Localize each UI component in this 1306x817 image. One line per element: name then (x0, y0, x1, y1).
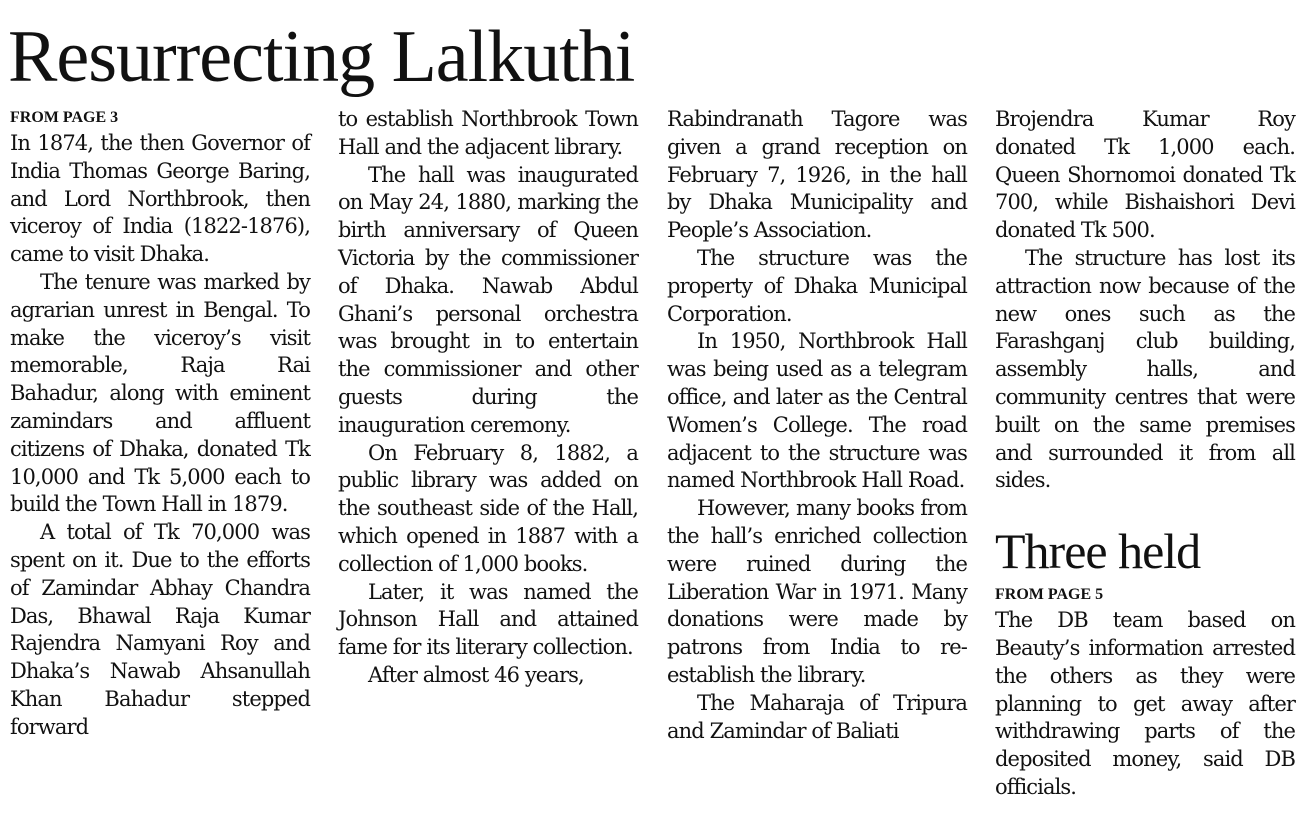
paragraph: In 1874, the then Governor of India Thomas George Baring, and Lord Northbrook, then viceroy of India (1822-1876), came to visit Dhaka. (10, 131, 310, 267)
column-4 (995, 106, 1295, 802)
paragraph-text-part-1: A total of Tk 70,000 was spent on it. Due to the efforts of Zamindar Abhay Chandra Das, Bhawal Raja Kumar Rajendra Namyani Roy and Dhaka’s Nawab Ahsanullah Khan Bahadur stepped forward (10, 520, 310, 739)
paragraph: The structure was the property of Dhaka Municipal Corporation. (667, 245, 967, 326)
paragraph: The hall was inaugurated on May 24, 1880, marking the birth anniversary of Queen Victoria by the commissioner of Dhaka. Nawab Abdul Ghani’s personal orchestra was brought in to entertain the commissioner and other guests during the inauguration ceremony. (338, 162, 638, 437)
headline-resurrecting-lalkuthi: Resurrecting Lalkuthi (8, 16, 635, 98)
paragraph-text-part-2: Brojendra Kumar Roy donated Tk 1,000 each. Queen Shornomoi donated Tk 700, while Bishaishori Devi donated Tk 500. (995, 107, 1295, 243)
kicker-from-page-3: FROM PAGE 3 (10, 109, 119, 126)
paragraph: In 1950, Northbrook Hall was being used as a telegram office, and later as the Central Women’s College. The road adjacent to the structure was named Northbrook Hall Road. (667, 329, 967, 493)
paragraph-continued (667, 106, 967, 245)
paragraph: The DB team based on Beauty’s information arrested the others as they were planning to get away after withdrawing parts of the deposited money, said DB officials. (995, 608, 1295, 799)
paragraph (338, 662, 638, 690)
paragraph (10, 519, 310, 741)
paragraph-text-part-1: The Maharaja of Tripura and Zamindar of Baliati (667, 690, 967, 743)
paragraph-continued (338, 106, 638, 162)
headline-three-held: Three held (995, 523, 1201, 580)
paragraph: However, many books from the hall’s enriched collection were ruined during the Liberation War in 1971. Many donations were made by patrons from India to re-establish the library. (667, 496, 967, 687)
paragraph: Later, it was named the Johnson Hall and attained fame for its literary collection. (338, 579, 638, 660)
paragraph: On February 8, 1882, a public library was added on the southeast side of the Hall, which opened in 1887 with a collection of 1,000 books. (338, 440, 638, 576)
paragraph: The tenure was marked by agrarian unrest in Bengal. To make the viceroy’s visit memorable, Raja Rai Bahadur, along with eminent zamindars and affluent citizens of Dhaka, donated Tk 10,000 and Tk 5,000 each to build the Town Hall in 1879. (10, 269, 310, 517)
paragraph-text-part-2: to establish Northbrook Town Hall and the adjacent library. (338, 107, 638, 159)
paragraph: The structure has lost its attraction now because of the new ones such as the Farashganj club building, assembly halls, and community centres that were built on the same premises and surrounded it from all sides. (995, 245, 1295, 493)
column-1 (10, 106, 310, 742)
kicker-from-page-5: FROM PAGE 5 (995, 586, 1104, 604)
paragraph-continued (995, 106, 1295, 245)
paragraph (667, 690, 967, 746)
paragraph-text-part-1: After almost 46 years, (368, 662, 584, 687)
paragraph-text-part-2: Rabindranath Tagore was given a grand reception on February 7, 1926, in the hall by Dhaka Municipality and People’s Association. (667, 107, 967, 243)
column-3 (667, 106, 967, 745)
column-2 (338, 106, 638, 690)
